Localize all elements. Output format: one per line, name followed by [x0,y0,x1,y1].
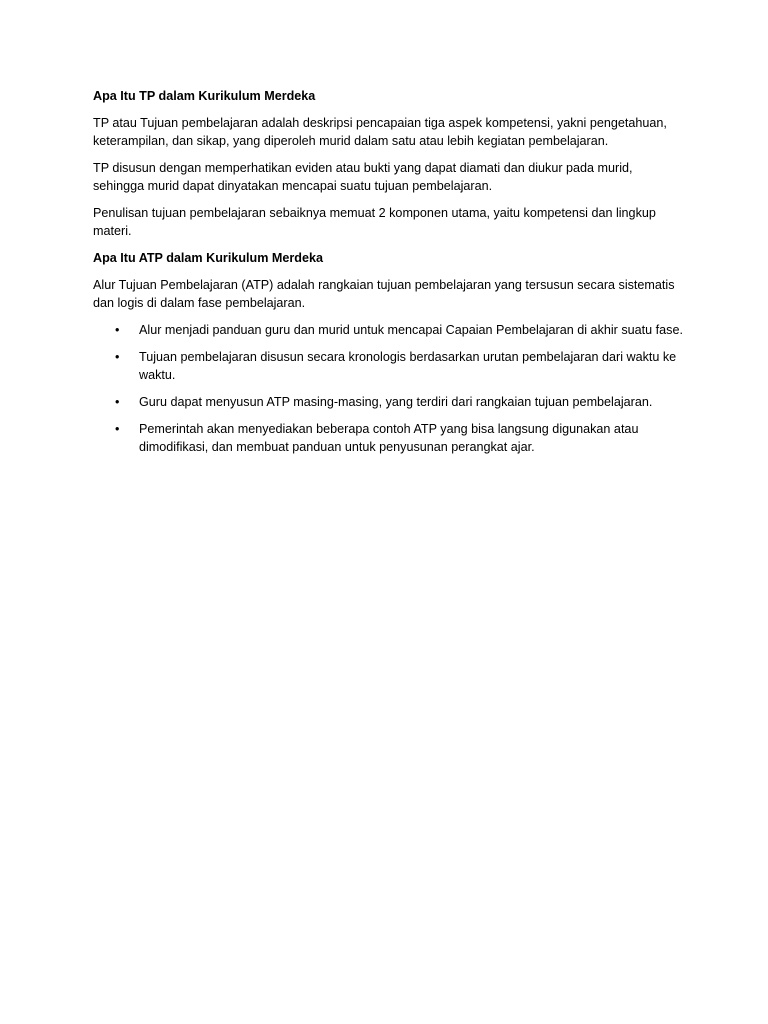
paragraph-tp-components: Penulisan tujuan pembelajaran sebaiknya memuat 2 komponen utama, yaitu kompetensi dan lingkup materi. [93,206,656,238]
bullet-icon: • [115,323,120,337]
section-heading-atp: Apa Itu ATP dalam Kurikulum Merdeka [93,251,324,265]
list-item [93,393,683,411]
list-item-text: Pemerintah akan menyediakan beberapa contoh ATP yang bisa langsung digunakan atau dimodifikasi, dan membuat panduan untuk penyusunan perangkat ajar. [139,422,639,454]
list-item [93,348,683,384]
paragraph-tp-evidence: TP disusun dengan memperhatikan eviden atau bukti yang dapat diamati dan diukur pada murid, sehingga murid dapat dinyatakan mencapai suatu tujuan pembelajaran. [93,161,633,193]
bullet-icon: • [115,350,120,364]
list-item [93,321,683,339]
atp-bullet-list [93,321,683,456]
bullet-icon: • [115,395,120,409]
document-page [93,87,683,465]
list-item-text: Tujuan pembelajaran disusun secara kronologis berdasarkan urutan pembelajaran dari waktu ke waktu. [139,350,677,382]
section-heading-tp: Apa Itu TP dalam Kurikulum Merdeka [93,89,316,103]
paragraph-atp-definition: Alur Tujuan Pembelajaran (ATP) adalah rangkaian tujuan pembelajaran yang tersusun secara sistematis dan logis di dalam fase pembelajaran. [93,278,675,310]
list-item [93,420,683,456]
list-item-text: Alur menjadi panduan guru dan murid untuk mencapai Capaian Pembelajaran di akhir suatu fase. [139,323,683,337]
bullet-icon: • [115,422,120,436]
list-item-text: Guru dapat menyusun ATP masing-masing, yang terdiri dari rangkaian tujuan pembelajaran. [139,395,653,409]
paragraph-tp-definition: TP atau Tujuan pembelajaran adalah deskripsi pencapaian tiga aspek kompetensi, yakni pengetahuan, keterampilan, dan sikap, yang diperoleh murid dalam satu atau lebih kegiatan pembelajaran. [93,116,667,148]
